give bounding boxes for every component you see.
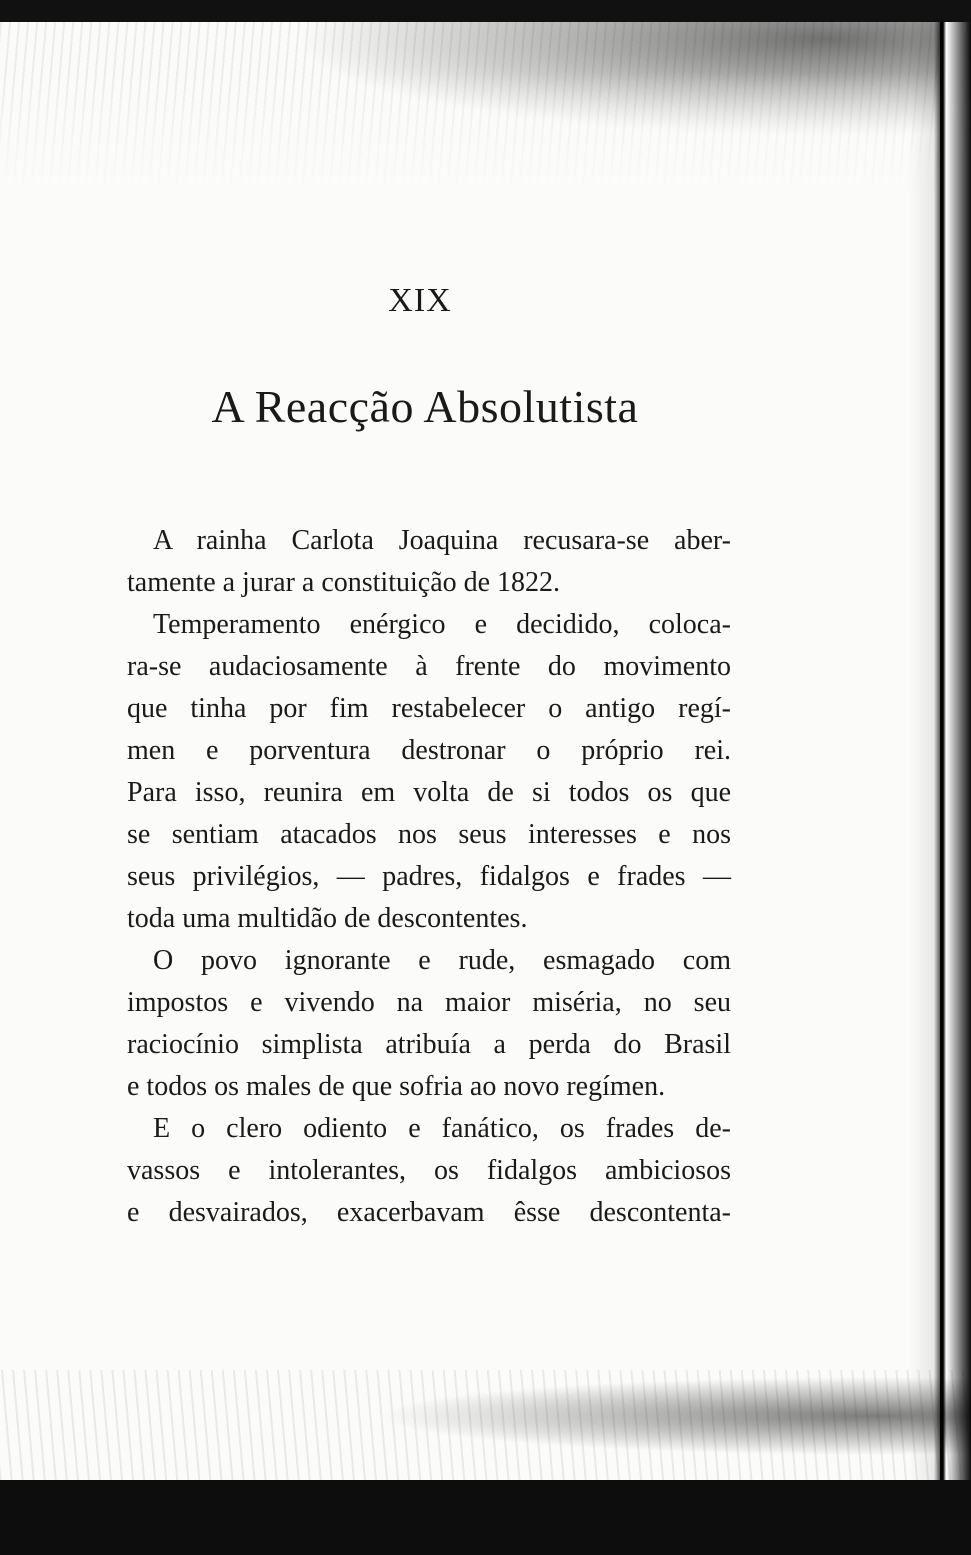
text-line: E o clero odiento e fanático, os frades de- [153,1113,731,1144]
text-line: Para isso, reunira em volta de si todos os que [127,777,731,808]
paragraph [127,604,731,940]
text-line: A rainha Carlota Joaquina recusara-se aber- [153,525,731,556]
text-line: ra-se audaciosamente à frente do movimento [127,651,731,682]
chapter-number: XIX [388,282,452,319]
text-line: e desvairados, exacerbavam êsse descontenta- [127,1197,731,1228]
paragraph [127,940,731,1108]
text-line: O povo ignorante e rude, esmagado com [153,945,731,976]
text-line: impostos e vivendo na maior miséria, no seu [127,987,731,1018]
text-line: e todos os males de que sofria ao novo regímen. [127,1071,666,1102]
text-line: toda uma multidão de descontentes. [127,903,528,934]
scan-bottom-border [0,1480,971,1555]
text-line: Temperamento enérgico e decidido, coloca- [153,609,731,640]
paragraph [127,1108,731,1234]
text-line: men e porventura destronar o próprio rei. [127,735,731,766]
scan-right-edge [909,22,971,1480]
text-line: que tinha por fim restabelecer o antigo regí- [127,693,731,724]
chapter-title: A Reacção Absolutista [211,381,639,432]
paragraph [127,520,731,604]
text-line: tamente a jurar a constituição de 1822. [127,567,561,598]
body-text [127,520,731,1234]
text-line: se sentiam atacados nos seus interesses e nos [127,819,731,850]
scan-noise-bottom [0,1370,971,1485]
scan-noise-top [0,22,971,192]
text-line: vassos e intolerantes, os fidalgos ambiciosos [127,1155,731,1186]
text-line: raciocínio simplista atribuía a perda do Brasil [127,1029,731,1060]
text-line: seus privilégios, — padres, fidalgos e frades — [127,861,731,892]
